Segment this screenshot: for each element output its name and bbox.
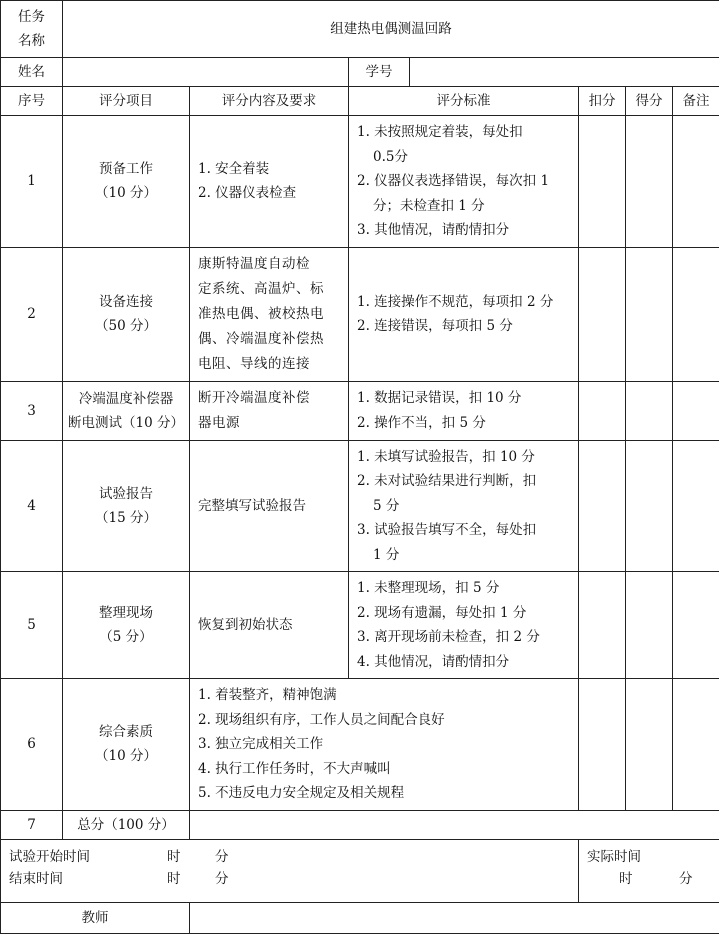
row-item: 试验报告 （15 分） (63, 440, 190, 572)
table-row (1, 679, 719, 811)
student-id-field[interactable] (410, 58, 719, 86)
row-content: 1. 安全着装 2. 仪器仪表检查 (190, 116, 349, 248)
note-cell[interactable] (673, 247, 719, 381)
name-row (1, 58, 719, 87)
note-cell[interactable] (673, 116, 719, 248)
teacher-row (1, 902, 719, 933)
table-row (1, 247, 719, 381)
end-minute-unit: 分 (215, 868, 229, 890)
total-row (1, 810, 719, 839)
task-row (1, 1, 719, 58)
score-cell[interactable] (626, 247, 673, 381)
deduct-cell[interactable] (579, 247, 626, 381)
actual-time-label: 实际时间 (587, 846, 711, 868)
student-id-label: 学号 (349, 58, 410, 86)
task-name-value: 组建热电偶测温回路 (63, 1, 719, 58)
row-seq: 7 (1, 810, 63, 839)
end-time-label: 结束时间 (9, 868, 167, 890)
teacher-label: 教师 (1, 902, 190, 933)
header-item: 评分项目 (63, 87, 190, 116)
task-label: 任务 名称 (1, 1, 63, 58)
actual-hour-unit: 时 (619, 868, 679, 890)
header-score: 得分 (626, 87, 673, 116)
note-cell[interactable] (673, 572, 719, 679)
row-content: 断开冷端温度补偿 器电源 (190, 381, 349, 440)
header-seq: 序号 (1, 87, 63, 116)
header-content: 评分内容及要求 (190, 87, 349, 116)
deduct-cell[interactable] (579, 440, 626, 572)
row-standard: 1. 未填写试验报告，扣 10 分 2. 未对试验结果进行判断，扣 5 分 3. 试验报告填写不全，每处扣 1 分 (349, 440, 579, 572)
score-cell[interactable] (626, 381, 673, 440)
row-seq: 3 (1, 381, 63, 440)
row-combined-requirements: 1. 着装整齐，精神饱满 2. 现场组织有序，工作人员之间配合良好 3. 独立完成相关工作 4. 执行工作任务时，不大声喊叫 5. 不违反电力安全规定及相关规程 (190, 679, 579, 811)
name-field[interactable] (63, 58, 349, 87)
start-time-label: 试验开始时间 (9, 846, 167, 868)
note-cell[interactable] (673, 440, 719, 572)
row-item: 整理现场 （5 分） (63, 572, 190, 679)
row-standard: 1. 连接操作不规范，每项扣 2 分 2. 连接错误，每项扣 5 分 (349, 247, 579, 381)
total-value-field[interactable] (190, 810, 719, 839)
total-label: 总分（100 分） (63, 810, 190, 839)
row-item: 综合素质 （10 分） (63, 679, 190, 811)
row-content: 康斯特温度自动检 定系统、高温炉、标 准热电偶、被校热电 偶、冷端温度补偿热 电阻、导线的连接 (190, 247, 349, 381)
header-deduct: 扣分 (579, 87, 626, 116)
row-item: 预备工作 （10 分） (63, 116, 190, 248)
time-row (1, 839, 719, 902)
deduct-cell[interactable] (579, 572, 626, 679)
actual-minute-unit: 分 (679, 868, 693, 890)
table-row (1, 381, 719, 440)
table-row (1, 440, 719, 572)
row-content: 恢复到初始状态 (190, 572, 349, 679)
time-cell (1, 839, 579, 902)
actual-time-cell (579, 839, 719, 902)
row-standard: 1. 未按照规定着装，每处扣 0.5分 2. 仪器仪表选择错误，每次扣 1 分；未检查扣 1 分 3. 其他情况，请酌情扣分 (349, 116, 579, 248)
deduct-cell[interactable] (579, 381, 626, 440)
start-minute-unit: 分 (215, 846, 229, 868)
end-hour-unit: 时 (167, 868, 215, 890)
header-row (1, 87, 719, 116)
row-seq: 4 (1, 440, 63, 572)
name-label: 姓名 (1, 58, 63, 87)
row-seq: 6 (1, 679, 63, 811)
table-row (1, 572, 719, 679)
start-hour-unit: 时 (167, 846, 215, 868)
row-item: 设备连接 （50 分） (63, 247, 190, 381)
table-row (1, 116, 719, 248)
row-seq: 5 (1, 572, 63, 679)
row-standard: 1. 未整理现场，扣 5 分 2. 现场有遗漏，每处扣 1 分 3. 离开现场前未检查，扣 2 分 4. 其他情况，请酌情扣分 (349, 572, 579, 679)
row-seq: 2 (1, 247, 63, 381)
deduct-cell[interactable] (579, 116, 626, 248)
note-cell[interactable] (673, 679, 719, 811)
score-cell[interactable] (626, 440, 673, 572)
row-standard: 1. 数据记录错误，扣 10 分 2. 操作不当，扣 5 分 (349, 381, 579, 440)
note-cell[interactable] (673, 381, 719, 440)
header-note: 备注 (673, 87, 719, 116)
score-cell[interactable] (626, 572, 673, 679)
header-standard: 评分标准 (349, 87, 579, 116)
row-content: 完整填写试验报告 (190, 440, 349, 572)
deduct-cell[interactable] (579, 679, 626, 811)
score-cell[interactable] (626, 116, 673, 248)
score-cell[interactable] (626, 679, 673, 811)
row-seq: 1 (1, 116, 63, 248)
teacher-field[interactable] (190, 902, 719, 933)
row-item: 冷端温度补偿器 断电测试（10 分） (63, 381, 190, 440)
